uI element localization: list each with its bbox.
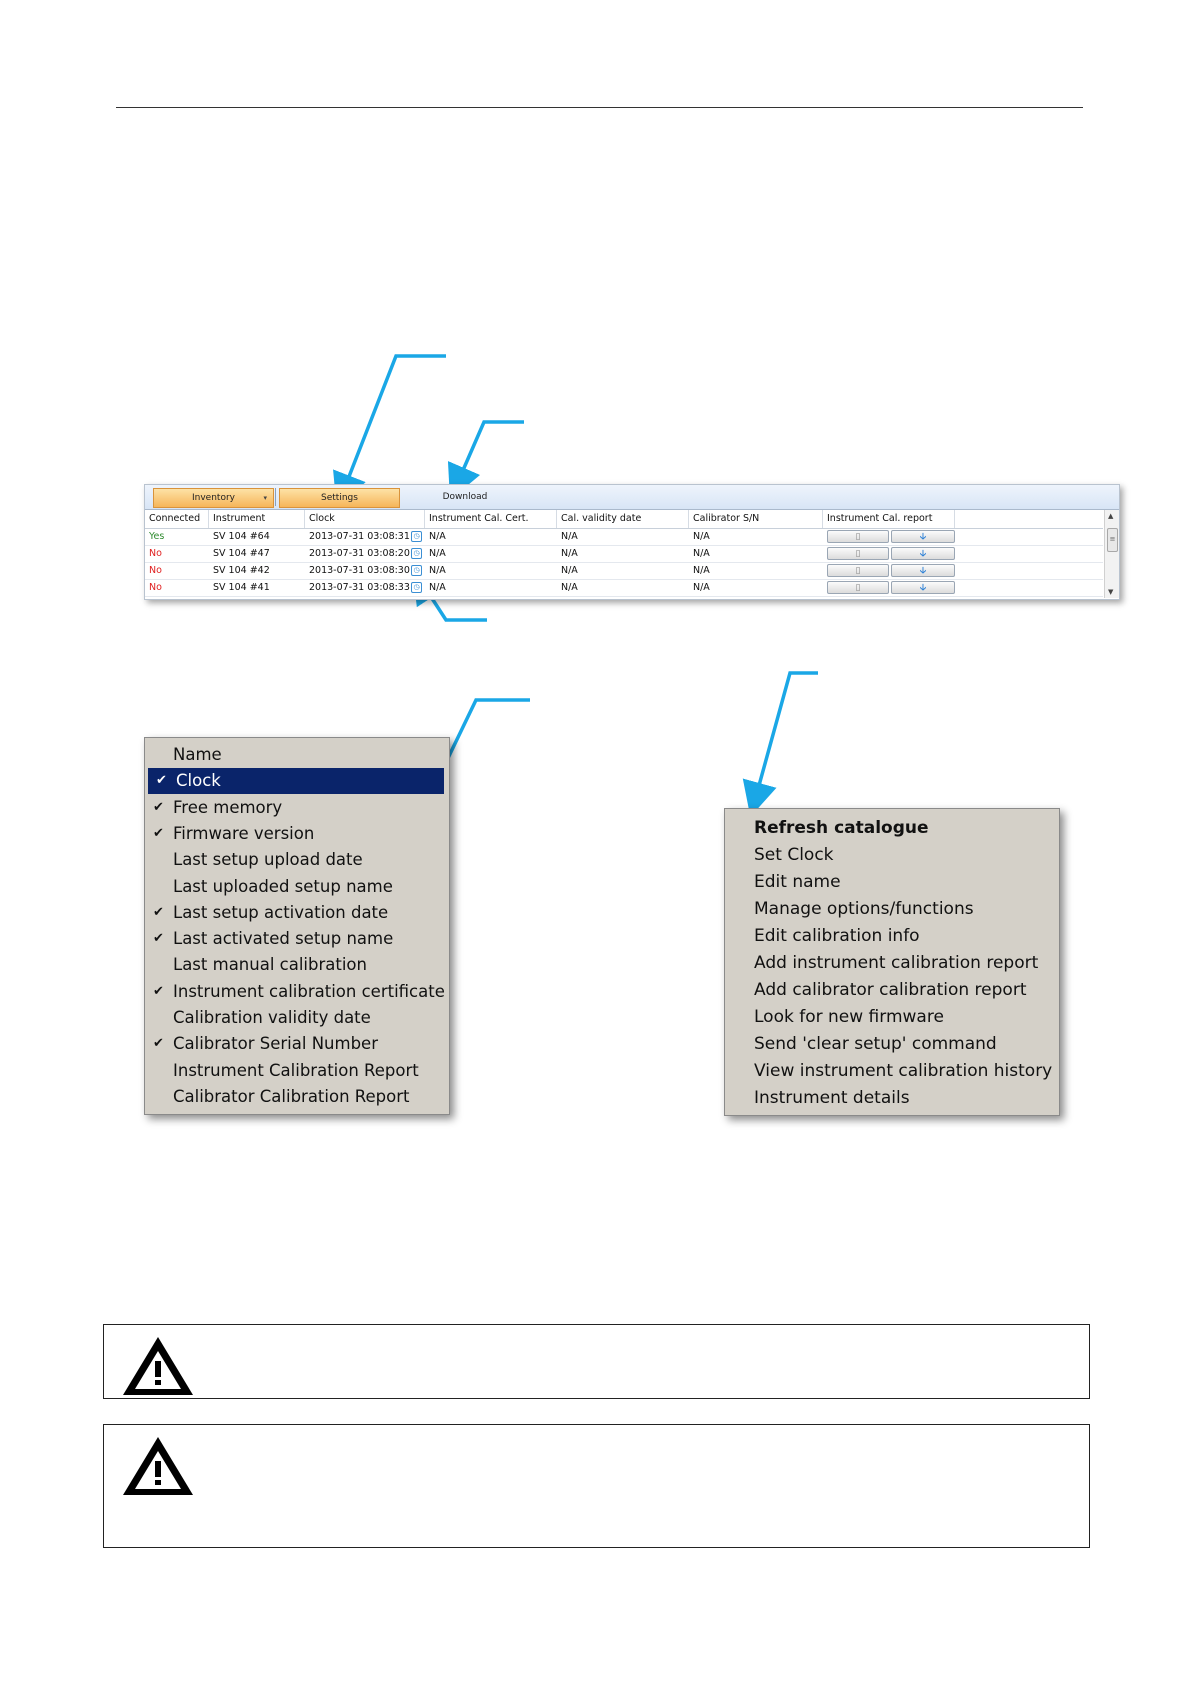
table-row[interactable] <box>145 580 1103 597</box>
download-arrow-icon[interactable]: 🡣 <box>891 530 955 543</box>
cal-cert-value: N/A <box>429 565 446 576</box>
set-clock-icon[interactable]: ◷ <box>411 531 422 542</box>
column-option[interactable] <box>145 847 449 873</box>
instrument-name: SV 104 #64 <box>213 531 270 542</box>
cal-cert-value: N/A <box>429 531 446 542</box>
column-option-label: Instrument calibration certificate <box>173 981 445 1001</box>
context-menu-item[interactable] <box>725 1031 1059 1058</box>
table-row[interactable] <box>145 529 1103 546</box>
vertical-scrollbar[interactable] <box>1104 510 1119 598</box>
download-arrow-icon[interactable]: 🡣 <box>891 547 955 560</box>
column-header-validity[interactable]: Cal. validity date <box>557 510 689 528</box>
warning-note <box>103 1424 1090 1548</box>
context-menu-item-label: Manage options/functions <box>754 899 974 919</box>
scroll-up-icon[interactable]: ▲ <box>1108 512 1114 520</box>
context-menu-item-label: Set Clock <box>754 845 834 865</box>
context-menu-item[interactable] <box>725 815 1059 842</box>
document-icon[interactable]: ▯ <box>827 581 889 594</box>
column-option[interactable] <box>145 742 449 768</box>
inventory-button[interactable] <box>153 488 274 508</box>
column-option-label: Instrument Calibration Report <box>173 1060 419 1080</box>
context-menu-item[interactable] <box>725 842 1059 869</box>
column-header-instrument[interactable]: Instrument <box>209 510 305 528</box>
column-option-label: Calibrator Calibration Report <box>173 1086 410 1106</box>
scroll-down-icon[interactable]: ▼ <box>1108 588 1114 596</box>
context-menu-item-label: View instrument calibration history <box>754 1061 1053 1081</box>
instrument-name: SV 104 #47 <box>213 548 270 559</box>
column-option-label: Name <box>173 745 222 764</box>
column-option[interactable] <box>145 874 449 900</box>
scroll-thumb[interactable]: ≡ <box>1107 528 1118 552</box>
checkmark-icon: ✔ <box>153 1036 164 1052</box>
warning-icon <box>120 1433 196 1499</box>
settings-button[interactable]: Settings <box>279 488 400 508</box>
instrument-name: SV 104 #41 <box>213 582 270 593</box>
column-option-label: Calibrator Serial Number <box>173 1034 378 1054</box>
context-menu-item[interactable] <box>725 896 1059 923</box>
set-clock-icon[interactable]: ◷ <box>411 565 422 576</box>
validity-value: N/A <box>561 531 578 542</box>
column-header-calibrator-sn[interactable]: Calibrator S/N <box>689 510 823 528</box>
column-option[interactable] <box>145 979 449 1005</box>
column-option[interactable] <box>148 768 444 794</box>
context-menu-item[interactable] <box>725 1004 1059 1031</box>
checkmark-icon: ✔ <box>153 799 164 815</box>
context-menu-item[interactable] <box>725 1058 1059 1085</box>
context-menu-item-label: Add calibrator calibration report <box>754 980 1027 1000</box>
context-menu-item[interactable] <box>725 977 1059 1004</box>
instrument-menu-arrow <box>755 673 818 800</box>
column-header-clock[interactable]: Clock <box>305 510 425 528</box>
validity-value: N/A <box>561 565 578 576</box>
column-option-label: Last setup activation date <box>173 902 389 922</box>
checkmark-icon: ✔ <box>153 931 164 947</box>
document-icon[interactable]: ▯ <box>827 564 889 577</box>
checkmark-icon: ✔ <box>156 773 167 789</box>
column-option-label: Last manual calibration <box>173 955 367 975</box>
instrument-context-menu <box>724 808 1060 1116</box>
checkmark-icon: ✔ <box>153 983 164 999</box>
context-menu-item[interactable] <box>725 923 1059 950</box>
toolbar <box>145 485 1119 510</box>
context-menu-item-label: Look for new firmware <box>754 1007 944 1027</box>
connected-status: No <box>149 565 162 576</box>
cal-cert-value: N/A <box>429 548 446 559</box>
checkmark-icon: ✔ <box>153 904 164 920</box>
clock-value: 2013-07-31 03:08:33 <box>309 582 410 593</box>
clock-value: 2013-07-31 03:08:31 <box>309 531 410 542</box>
set-clock-icon[interactable]: ◷ <box>411 548 422 559</box>
column-header-cal-report[interactable]: Instrument Cal. report <box>823 510 955 528</box>
inventory-label: Inventory <box>192 493 235 503</box>
warning-note <box>103 1324 1090 1399</box>
calibrator-sn-value: N/A <box>693 548 710 559</box>
table-row[interactable] <box>145 546 1103 563</box>
context-menu-item[interactable] <box>725 869 1059 896</box>
download-arrow <box>457 422 524 484</box>
context-menu-item-label: Instrument details <box>754 1088 910 1108</box>
column-option[interactable] <box>145 926 449 952</box>
context-menu-item-label: Edit name <box>754 872 841 892</box>
column-option-label: Last activated setup name <box>173 929 394 949</box>
context-menu-item-label: Add instrument calibration report <box>754 953 1039 973</box>
column-option[interactable] <box>145 1058 449 1084</box>
document-icon[interactable]: ▯ <box>827 530 889 543</box>
set-clock-icon[interactable]: ◷ <box>411 582 422 593</box>
validity-value: N/A <box>561 548 578 559</box>
settings-arrow <box>343 356 446 492</box>
validity-value: N/A <box>561 582 578 593</box>
column-chooser-menu <box>144 737 450 1115</box>
column-header-connected[interactable]: Connected <box>145 510 209 528</box>
connected-status: No <box>149 582 162 593</box>
context-menu-item-label: Refresh catalogue <box>754 818 929 838</box>
context-menu-item-label: Send 'clear setup' command <box>754 1034 997 1054</box>
download-button[interactable]: Download <box>442 492 488 502</box>
context-menu-item[interactable] <box>725 950 1059 977</box>
context-menu-item-label: Edit calibration info <box>754 926 920 946</box>
table-header <box>145 510 1103 529</box>
download-arrow-icon[interactable]: 🡣 <box>891 581 955 594</box>
column-header-cal-cert[interactable]: Instrument Cal. Cert. <box>425 510 557 528</box>
calibrator-sn-value: N/A <box>693 531 710 542</box>
clock-value: 2013-07-31 03:08:30 <box>309 565 410 576</box>
context-menu-item[interactable] <box>725 1085 1059 1112</box>
column-option[interactable] <box>145 1084 449 1110</box>
column-option[interactable] <box>145 1031 449 1057</box>
warning-icon <box>120 1333 196 1399</box>
connected-status: No <box>149 548 162 559</box>
chevron-down-icon: ▾ <box>263 494 267 502</box>
column-option-label: Free memory <box>173 797 283 817</box>
column-option-label: Last setup upload date <box>173 850 363 870</box>
connected-status: Yes <box>149 531 165 542</box>
calibrator-sn-value: N/A <box>693 565 710 576</box>
toolbar-divider <box>275 488 276 506</box>
column-option-label: Last uploaded setup name <box>173 876 393 896</box>
column-option[interactable] <box>145 1005 449 1031</box>
table-row[interactable] <box>145 563 1103 580</box>
instrument-list-panel <box>144 484 1120 600</box>
instrument-name: SV 104 #42 <box>213 565 270 576</box>
document-icon[interactable]: ▯ <box>827 547 889 560</box>
instrument-table <box>145 510 1103 597</box>
column-option-label: Clock <box>176 771 221 791</box>
download-arrow-icon[interactable]: 🡣 <box>891 564 955 577</box>
column-option[interactable] <box>145 795 449 821</box>
column-option-label: Calibration validity date <box>173 1008 371 1027</box>
clock-value: 2013-07-31 03:08:20 <box>309 548 410 559</box>
column-option[interactable] <box>145 821 449 847</box>
column-option-label: Firmware version <box>173 823 315 843</box>
cal-cert-value: N/A <box>429 582 446 593</box>
column-option[interactable] <box>145 952 449 978</box>
checkmark-icon: ✔ <box>153 825 164 841</box>
calibrator-sn-value: N/A <box>693 582 710 593</box>
column-option[interactable] <box>145 900 449 926</box>
